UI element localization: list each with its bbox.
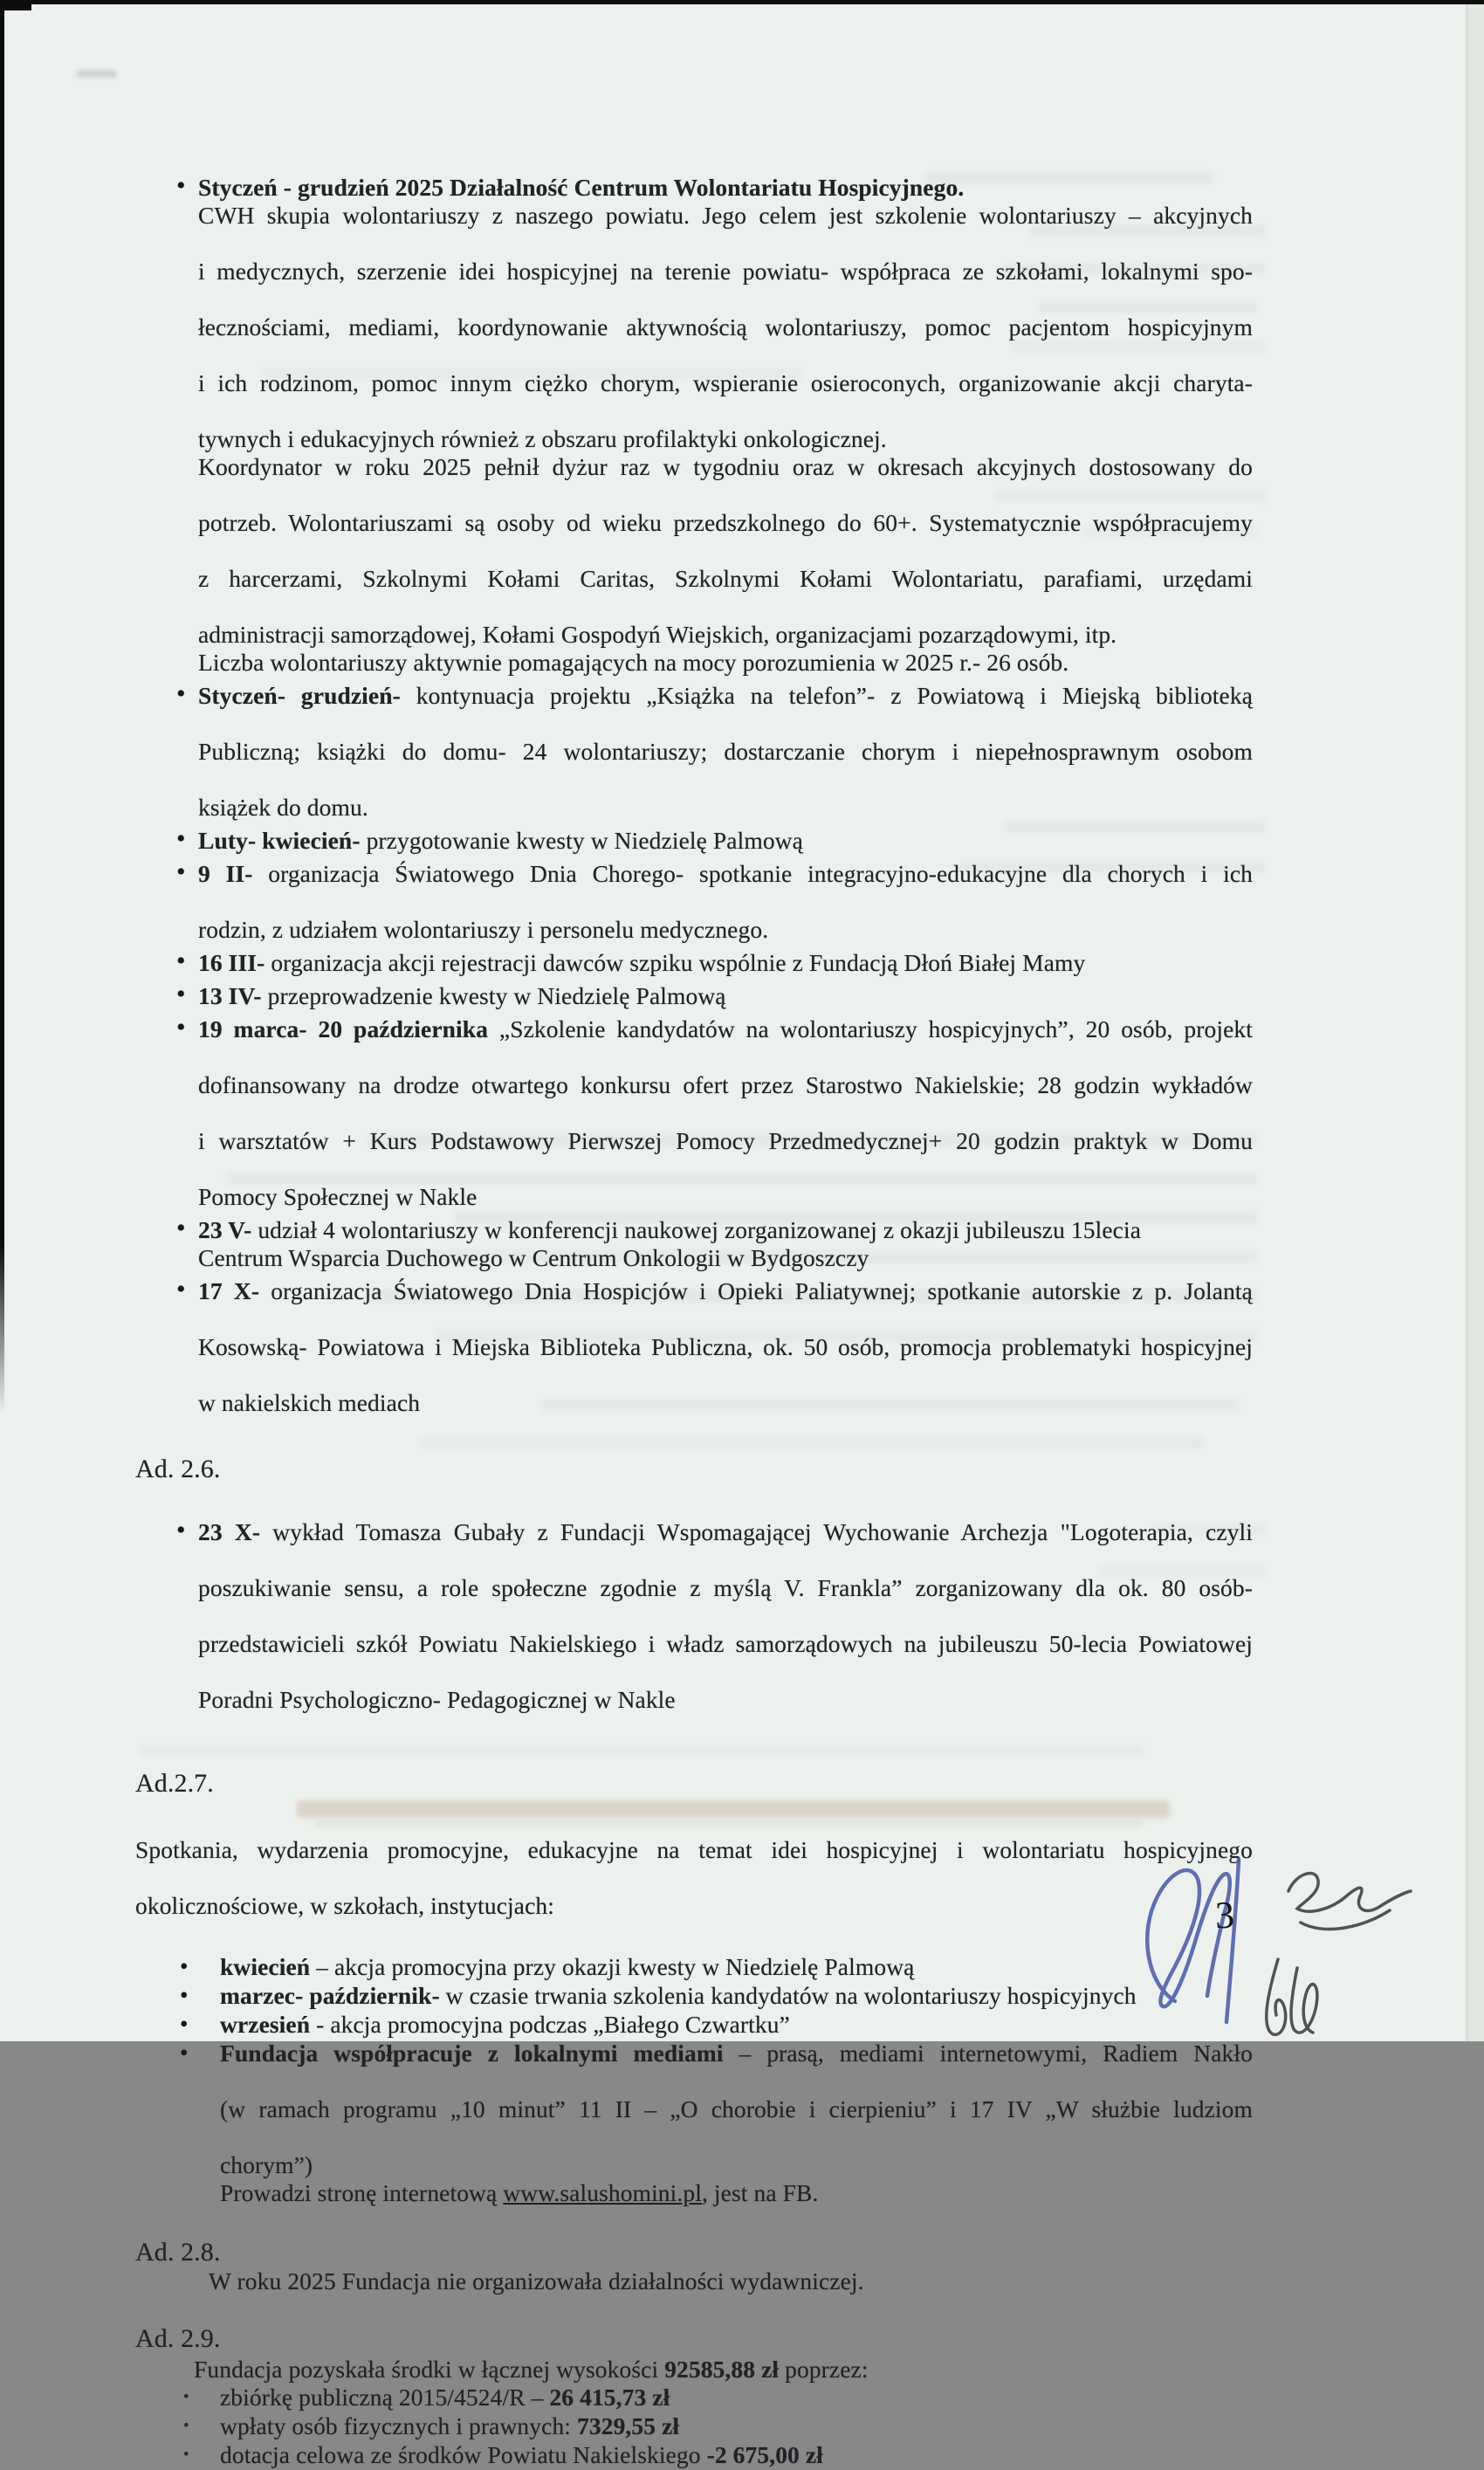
bullet-march-october-promo [135,1982,1253,2010]
section-heading-ad-2-8 [135,2239,1253,2267]
bold-text: 16 III- [198,949,265,976]
text: poprzez: [779,2356,869,2383]
text-line [198,313,1253,369]
text-line [220,2011,1253,2039]
para-funds-total [135,2356,1253,2384]
bullet-april-promo [135,1953,1253,1981]
bold-text: Fundacja współpracuje z lokalnymi mediami [220,2040,724,2067]
website-link-text: www.salushomini.pl [503,2179,702,2206]
text: Koordynator w roku 2025 pełnił dyżur raz w tygodniu oraz w okresach akcyjnych dostosowany do [198,453,1253,480]
bold-text: 17 X- [198,1277,260,1304]
text: i ich rodzinom, pomoc innym ciężko chorym, wspieranie osieroconych, organizowanie akcji charyta- [198,369,1253,396]
bold-text: 92585,88 zł [664,2356,780,2383]
bullet-local-media [135,2040,1253,2207]
text: poszukiwanie sensu, a role społeczne zgodnie z myślą V. Frankla” zorganizowany dla ok. 80 osób- [198,1574,1253,1601]
sub-bullet-donations [135,2412,1253,2440]
text-line [135,1770,1253,1798]
text: Ad. 2.9. [135,2324,221,2353]
text-line [220,2441,1253,2469]
text-line [198,860,1253,916]
bullet-marrow-donors [135,949,1253,977]
text-line [198,509,1253,565]
bullet-palm-sunday-collection [135,982,1253,1010]
text: organizacja akcji rejestracji dawców szpiku wspólnie z Fundacją Dłoń Białej Mamy [265,949,1086,976]
text: Kosowską- Powiatowa i Miejska Biblioteka Publiczna, ok. 50 osób, promocja problematyki hospicyjnej [198,1333,1253,1360]
text: okolicznościowe, w szkołach, instytucjach: [135,1892,554,1919]
text-line [198,202,1253,258]
text: organizacja Światowego Dnia Hospicjów i Opieki Paliatywnej; spotkanie autorskie z p. Jolantą [259,1277,1253,1304]
bullet-september-promo [135,2011,1253,2039]
text: dotacja celowa ze środków Powiatu Nakielskiego [220,2441,707,2468]
text-line [198,982,1253,1010]
text: rodzin, z udziałem wolontariuszy i personelu medycznego. [198,916,769,943]
text: Pomocy Społecznej w Nakle [198,1183,477,1210]
text: tywnych i edukacyjnych również z obszaru profilaktyki onkologicznej. [198,425,887,452]
text-line [209,2267,1253,2295]
bold-text: kwiecień [220,1953,311,1980]
text-line [198,1277,1253,1333]
bold-text: marzec- październik- [220,1982,440,2009]
text-line [220,2095,1253,2151]
bullet-palm-sunday-prep [135,827,1253,855]
text: przedstawicieli szkół Powiatu Nakielskiego i władz samorządowych na jubileuszu 50-lecia Powiatowej [198,1630,1253,1657]
scan-edge-right [1468,0,1484,2041]
text: udział 4 wolontariuszy w konferencji naukowej zorganizowanej z okazji jubileuszu 15lecia [251,1216,1142,1243]
text-line [198,682,1253,738]
text: książek do domu. [198,794,368,821]
text-line [135,2239,1253,2267]
text-line [194,2356,1253,2384]
section-heading-ad-2-7 [135,1770,1253,1798]
text-line [198,827,1253,855]
text: zbiórkę publiczną 2015/4524/R – [220,2384,550,2411]
bold-text: -2 675,00 zł [706,2441,823,2468]
text: Spotkania, wydarzenia promocyjne, edukacyjne na temat idei hospicyjnej i wolontariatu hospicyjnego [135,1836,1253,1863]
text-line [198,1216,1253,1244]
bullet-volunteer-training [135,1015,1253,1211]
text: w nakielskich mediach [198,1389,421,1416]
text-line [198,1686,1253,1714]
text-line [198,738,1253,794]
text: Centrum Wsparcia Duchowego w Centrum Onkologii w Bydgoszczy [198,1244,869,1271]
document-content [135,174,1253,2470]
text-line [198,649,1253,677]
sub-bullet-public-collection [135,2384,1253,2412]
bullet-logotherapy-lecture [135,1518,1253,1714]
text-line [198,1518,1253,1574]
text: CWH skupia wolontariuszy z naszego powiatu. Jego celem jest szkolenie wolontariuszy – akcyjnych [198,202,1253,229]
text-line [198,1389,1253,1417]
text: - akcja promocyjna podczas „Białego Czwartku” [310,2011,790,2038]
text-line [198,1071,1253,1127]
text: z harcerzami, Szkolnymi Kołami Caritas, Szkolnymi Kołami Wolontariatu, parafiami, urzędami [198,565,1253,592]
text: przeprowadzenie kwesty w Niedzielę Palmową [261,982,726,1009]
text-line [198,565,1253,621]
text: wpłaty osób fizycznych i prawnych: [220,2412,578,2439]
text-line [135,2325,1253,2353]
text-line [220,1982,1253,2010]
text: (w ramach programu „10 minut” 11 II – „O chorobie i cierpieniu” i 17 IV „W służbie ludziom [220,2095,1253,2123]
text: i medycznych, szerzenie idei hospicyjnej na terenie powiatu- współpraca ze szkołami, lokalnymi spo- [198,258,1253,285]
bold-text: Styczeń- grudzień- [198,682,401,709]
bold-text: wrzesień [220,2011,311,2038]
text: wykład Tomasza Gubały z Fundacji Wspomagającej Wychowanie Archezja "Logoterapia, czyli [260,1518,1253,1545]
text: Ad. 2.8. [135,2238,221,2267]
text: i warsztatów + Kurs Podstawowy Pierwszej Pomocy Przedmedycznej+ 20 godzin praktyk w Domu [198,1127,1253,1154]
section-heading-ad-2-6 [135,1455,1253,1483]
bold-text: 23 X- [198,1518,261,1545]
para-no-publishing [135,2267,1253,2295]
bold-text: 23 V- [198,1216,252,1243]
text-line [198,1574,1253,1630]
bold-text: 9 II- [198,860,253,887]
text: organizacja Światowego Dnia Chorego- spotkanie integracyjno-edukacyjne dla chorych i ich [252,860,1253,887]
text-line [220,1953,1253,1981]
scan-edge-right-line [1466,0,1468,2041]
text: potrzeb. Wolontariuszami są osoby od wieku przedszkolnego do 60+. Systematycznie współpracujemy [198,509,1253,536]
text: , jest na FB. [701,2179,819,2206]
text: – prasą, mediami internetowymi, Radiem Nakło [723,2040,1253,2067]
scan-edge-corner [0,0,31,10]
text: Ad. 2.6. [135,1455,221,1483]
section-heading-ad-2-9 [135,2325,1253,2353]
signatures [1107,1830,1430,2041]
text: chorym”) [220,2151,313,2178]
text-line [198,1244,1253,1272]
text-line [198,174,1253,202]
text: łecznościami, mediami, koordynowanie aktywnością wolontariuszy, pomoc pacjentom hospicyjnym [198,313,1253,341]
text-line [198,916,1253,944]
text-line [220,2384,1253,2412]
scan-edge-left [0,0,4,1414]
sub-bullet-county-grant [135,2441,1253,2469]
text: Fundacja pozyskała środki w łącznej wysokości [194,2356,665,2383]
text-line [135,1836,1253,1892]
text-line [198,453,1253,509]
text-line [198,621,1253,649]
bullet-cwh-activity [135,174,1253,677]
text-line [135,1892,1253,1920]
bold-text: Luty- kwiecień- [198,827,361,854]
text-line [198,1127,1253,1183]
bullet-book-on-phone [135,682,1253,822]
scan-edge-top [0,0,1484,4]
text: dofinansowany na drodze otwartego konkursu ofert przez Starostwo Nakielskie; 28 godzin wykładów [198,1071,1253,1098]
bold-text: 19 marca- 20 października [198,1015,489,1042]
text: przygotowanie kwesty w Niedzielę Palmową [360,827,803,854]
bullet-hospice-day [135,1277,1253,1417]
text-line [198,425,1253,453]
signature-black-ink [1267,1873,1411,2034]
text-line [198,369,1253,425]
text-line [198,1015,1253,1071]
text-line [198,794,1253,822]
bold-text: 7329,55 zł [577,2412,680,2439]
text-line [198,949,1253,977]
text: w czasie trwania szkolenia kandydatów na wolontariuszy hospicyjnych [439,1982,1137,2009]
bullet-conference [135,1216,1253,1272]
text: – akcja promocyjna przy okazji kwesty w Niedzielę Palmową [310,1953,915,1980]
text-line [198,1183,1253,1211]
signature-blue-ink [1147,1860,1239,2022]
text: Publiczną; książki do domu- 24 wolontariuszy; dostarczanie chorym i niepełnosprawnym osobom [198,738,1253,765]
text: kontynuacja projektu „Książka na telefon”- z Powiatową i Miejską biblioteką [400,682,1253,709]
bold-text: Styczeń - grudzień 2025 Działalność Centrum Wolontariatu Hospicyjnego. [198,174,965,201]
bold-text: 26 415,73 zł [549,2384,670,2411]
text: Prowadzi stronę internetową [220,2179,504,2206]
bullet-world-sick-day [135,860,1253,944]
text-line [220,2040,1253,2095]
text-line [135,1455,1253,1483]
text-line [220,2179,1253,2207]
text-line [220,2412,1253,2440]
text: „Szkolenie kandydatów na wolontariuszy hospicyjnych”, 20 osób, projekt [488,1015,1253,1042]
page-number: 3 [1214,1893,1235,1937]
para-promo-events [135,1836,1253,1920]
text: Ad.2.7. [135,1769,214,1798]
bold-text: 13 IV- [198,982,262,1009]
text: Liczba wolontariuszy aktywnie pomagających na mocy porozumienia w 2025 r.- 26 osób. [198,649,1069,676]
scan-smudge [77,70,117,78]
text: administracji samorządowej, Kołami Gospodyń Wiejskich, organizacjami pozarządowymi, itp. [198,621,1117,648]
text-line [198,1630,1253,1686]
text-line [198,1333,1253,1389]
text: W roku 2025 Fundacja nie organizowała działalności wydawniczej. [209,2267,864,2295]
text-line [198,258,1253,313]
text: Poradni Psychologiczno- Pedagogicznej w Nakle [198,1686,676,1713]
text-line [220,2151,1253,2179]
